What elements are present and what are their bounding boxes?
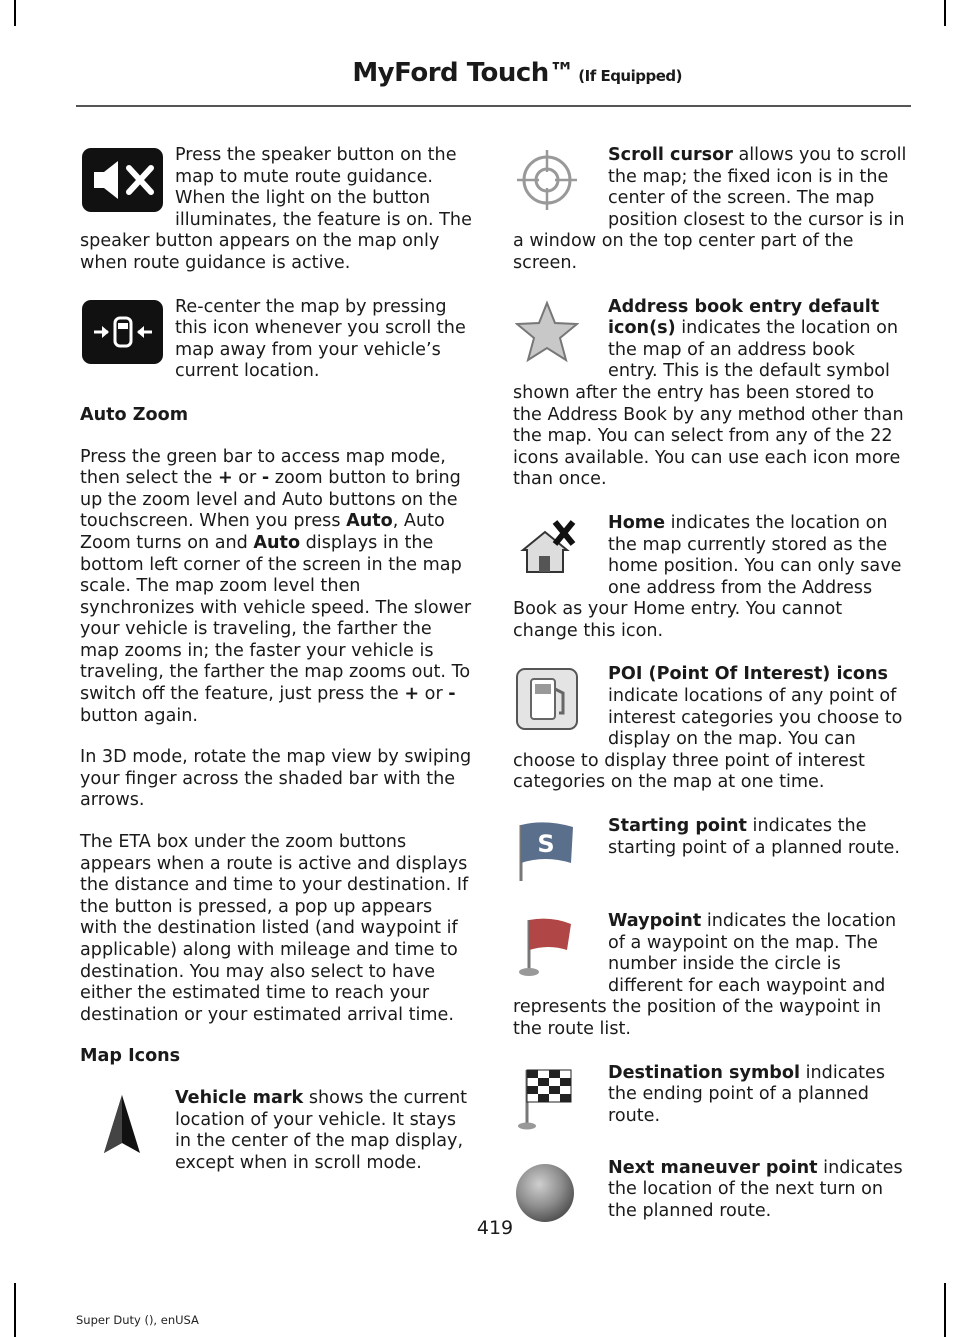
crop-mark-bottom-left xyxy=(14,1283,16,1337)
destination-description: Destination symbol indicates the ending point of a planned route. xyxy=(608,1062,886,1126)
fuel-pump-icon xyxy=(515,667,596,731)
vehicle-arrow-icon xyxy=(82,1091,163,1155)
recenter-entry xyxy=(80,297,475,383)
recenter-description: Re-center the map by pressing this icon whenever you scroll the map away from your vehicle’s current location. xyxy=(175,296,466,382)
svg-text:S: S xyxy=(537,830,555,859)
scroll-cursor-entry xyxy=(513,145,908,275)
mute-description: Press the speaker button on the map to mute route guidance. When the light on the button illuminates, the feature is on. The speaker button appears on the map only when route guidance is active. xyxy=(80,145,472,273)
header-subtitle: (If Equipped) xyxy=(578,67,682,85)
auto-zoom-paragraph-3: The ETA box under the zoom buttons appears when a route is active and displays the distance and time to your destination. If the button is pressed, a pop up appears with the destination listed (and waypoint if applicable) along with mileage and time to destination. You may also select to have either the estimated time to reach your destination or your estimated arrival time. xyxy=(80,832,469,1025)
starting-point-entry xyxy=(513,816,908,889)
destination-entry xyxy=(513,1063,908,1136)
auto-zoom-heading: Auto Zoom xyxy=(80,404,189,425)
waypoint-description: Waypoint indicates the location of a waypoint on the map. The number inside the circle is different for each waypoint and represents the position of the waypoint in the route list. xyxy=(513,911,897,1039)
star-icon xyxy=(515,300,596,364)
header-title: MyFord Touch™ xyxy=(352,58,575,88)
header-divider xyxy=(76,105,911,107)
crop-mark-bottom-right xyxy=(944,1283,946,1337)
recenter-vehicle-icon xyxy=(82,300,163,364)
auto-zoom-paragraph-2: In 3D mode, rotate the map view by swiping your finger across the shaded bar with the arrows. xyxy=(80,747,472,811)
address-book-entry xyxy=(513,297,908,491)
checkered-flag-icon xyxy=(515,1066,596,1130)
poi-description: POI (Point Of Interest) icons indicate locations of any point of interest categories you choose to display on the map. You can choose to display three point of interest categories on the map at one time. xyxy=(513,664,903,793)
waypoint-entry xyxy=(513,911,908,1041)
speaker-mute-icon xyxy=(82,148,163,212)
waypoint-flag-icon xyxy=(515,914,596,978)
footer-text: Super Duty (), enUSA xyxy=(76,1313,199,1327)
poi-entry xyxy=(513,664,908,794)
mute-entry xyxy=(80,145,475,275)
crosshair-icon xyxy=(515,148,596,212)
scroll-cursor-description: Scroll cursor allows you to scroll the map; the fixed icon is in the center of the screen. The map position closest to the cursor is in a window on the top center part of the screen. xyxy=(513,145,907,273)
vehicle-mark-description: Vehicle mark shows the current location of your vehicle. It stays in the center of the map display, except when in scroll mode. xyxy=(175,1087,468,1173)
auto-zoom-paragraph-1: Press the green bar to access map mode, then select the + or - zoom button to bring up the zoom level and Auto buttons on the touchscreen. When you press Auto, Auto Zoom turns on and Auto displays in the bottom left corner of the screen in the map scale. The map zoom level then synchronizes with vehicle speed. The slower your vehicle is traveling, the farther the map zooms in; the faster your vehicle is traveling, the farther the map zooms out. To switch off the feature, just press the + or - button again. xyxy=(80,446,472,726)
map-icons-heading: Map Icons xyxy=(80,1046,181,1067)
page-header xyxy=(352,58,682,88)
crop-mark-top-right xyxy=(944,0,946,26)
home-icon xyxy=(515,516,596,580)
next-maneuver-description: Next maneuver point indicates the location of the next turn on the planned route. xyxy=(608,1157,903,1221)
address-book-description: Address book entry default icon(s) indicates the location on the map of an address book entry. This is the default symbol shown after the entry has been stored to the Address Book by any method other than the map. You can select from any of the 22 icons available. You can use each icon more than once. xyxy=(513,296,904,490)
right-column xyxy=(513,145,908,1253)
starting-point-description: Starting point indicates the starting point of a planned route. xyxy=(608,816,900,858)
home-entry xyxy=(513,513,908,643)
crop-mark-top-left xyxy=(14,0,16,26)
vehicle-mark-entry xyxy=(80,1088,475,1174)
home-description: Home indicates the location on the map currently stored as the home position. You can only save one address from the Address Book as your Home entry. You cannot change this icon. xyxy=(513,512,902,641)
left-column xyxy=(80,145,475,1196)
start-flag-icon xyxy=(515,819,596,883)
page-number: 419 xyxy=(476,1217,514,1239)
sphere-icon xyxy=(515,1161,596,1225)
